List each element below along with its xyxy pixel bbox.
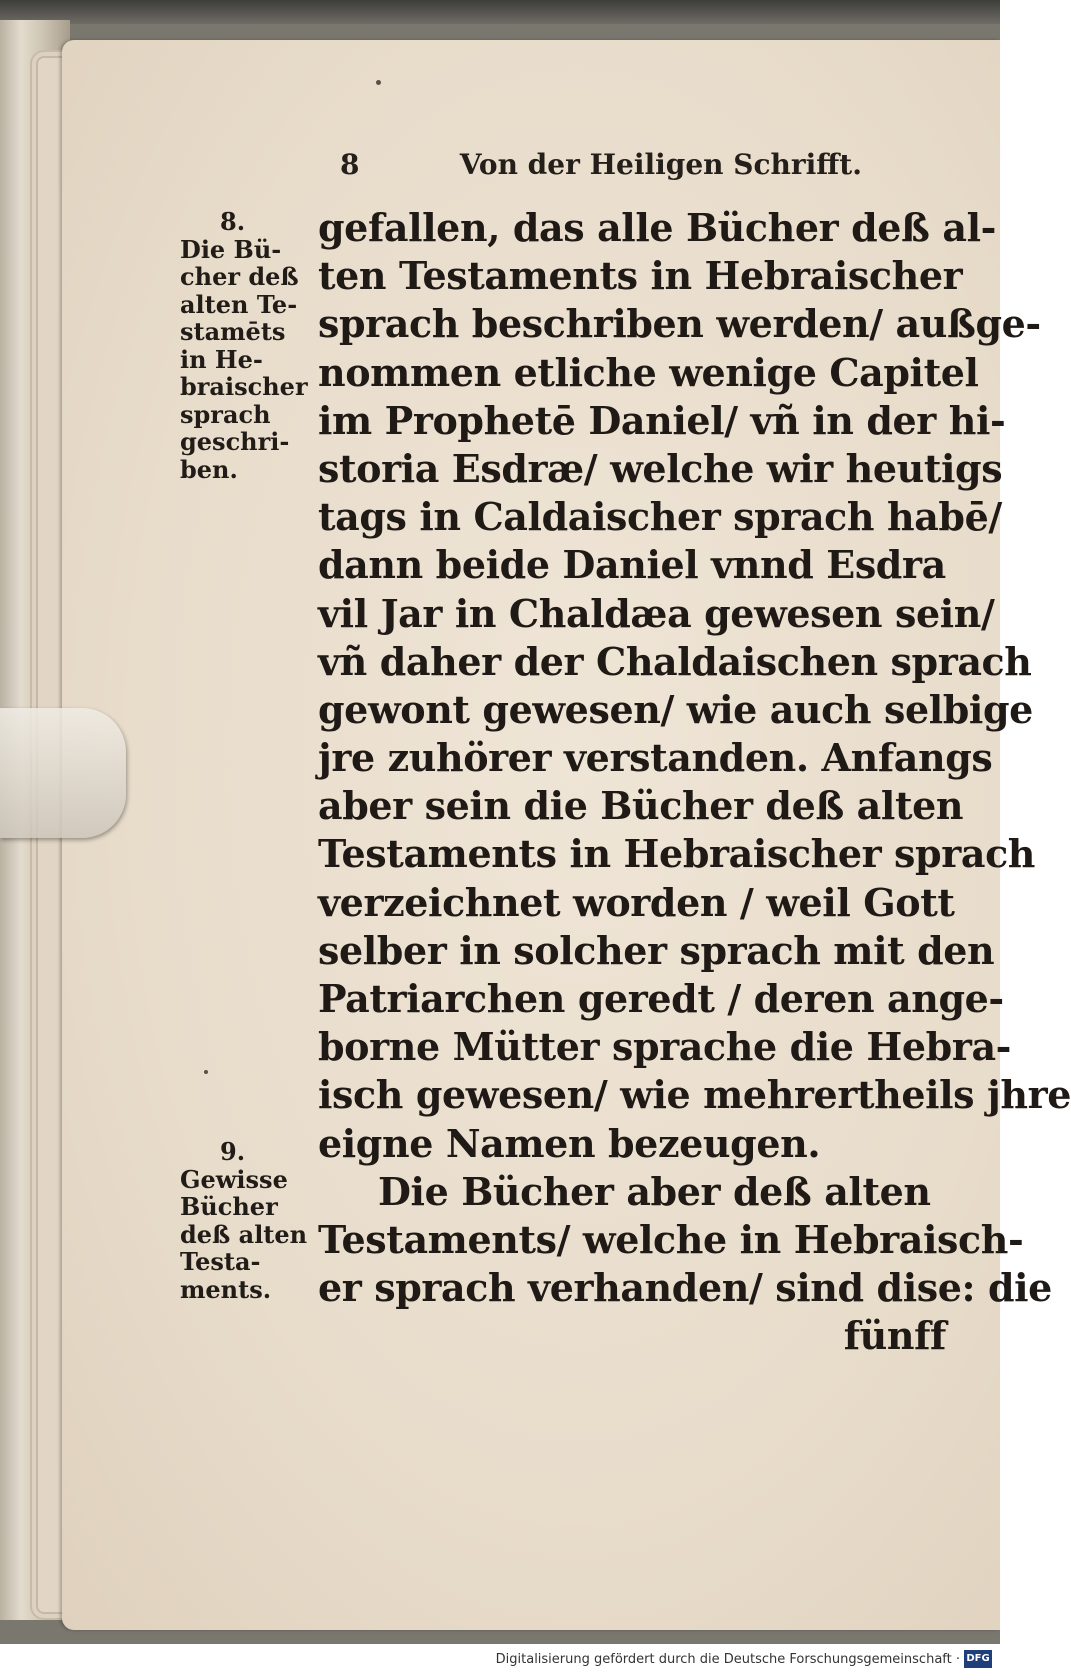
marginal-line: stamēts <box>180 317 286 346</box>
page-clip <box>0 708 126 838</box>
text-line: ten Testaments in Hebraischer <box>318 253 963 299</box>
text-line: nommen etliche wenige Capitel <box>318 349 979 395</box>
marginal-number: 9. <box>220 1137 246 1166</box>
page-number: 8 <box>340 148 360 181</box>
text-line: selber in solcher sprach mit den <box>318 927 995 973</box>
marginal-line: Bücher <box>180 1192 278 1221</box>
text-line: jre zuhörer verstanden. Anfangs <box>318 735 993 781</box>
marginal-line: Die Bü- <box>180 234 282 264</box>
text-line: vil Jar in Chaldæa gewesen sein/ <box>318 590 995 636</box>
running-head <box>340 148 880 181</box>
text-line: verzeichnet worden / weil Gott <box>318 879 955 925</box>
marginal-line: Testa- <box>180 1247 261 1276</box>
text-line: storia Esdræ/ welche wir heutigs <box>318 445 1003 491</box>
text-line: vñ daher der Chaldaischen sprach <box>318 638 1032 684</box>
marginal-note-8 <box>180 208 320 483</box>
dfg-logo: DFG <box>964 1650 992 1668</box>
text-line: eigne Namen bezeugen. <box>318 1120 821 1166</box>
catchword: fünff <box>843 1313 946 1359</box>
text-line: sprach beschriben werden/ außge- <box>318 301 1041 347</box>
running-title: Von der Heiligen Schrifft. <box>459 148 862 181</box>
text-line: gefallen, das alle Bücher deß al- <box>318 205 996 250</box>
marginal-line: cher deß <box>180 262 299 291</box>
ink-speck <box>204 1070 208 1074</box>
marginal-line: ments. <box>180 1274 272 1304</box>
ink-speck <box>376 80 381 85</box>
text-line: dann beide Daniel vnnd Esdra <box>318 542 946 588</box>
marginal-note-9 <box>180 1138 320 1303</box>
marginal-number: 8. <box>220 207 246 236</box>
text-line: Testaments in Hebraischer sprach <box>318 831 1036 877</box>
text-line: gewont gewesen/ wie auch selbige <box>318 686 1033 732</box>
text-line: isch gewesen/ wie mehrertheils jhre <box>318 1072 1071 1118</box>
text-line: tags in Caldaischer sprach habē/ <box>318 494 1002 540</box>
top-shadow <box>0 0 1000 24</box>
body-text <box>318 204 1071 1361</box>
digitization-footer <box>0 1644 1000 1680</box>
text-line: aber sein die Bücher deß alten <box>318 783 964 829</box>
marginal-line: deß alten <box>180 1219 308 1249</box>
text-line: borne Mütter sprache die Hebra- <box>318 1024 1012 1070</box>
marginal-line: in He- <box>180 344 263 374</box>
marginal-line: Gewisse <box>180 1164 288 1194</box>
marginal-line: braischer <box>180 372 308 401</box>
marginal-line: ben. <box>180 454 238 484</box>
text-line: Testaments/ welche in Hebraisch- <box>318 1216 1024 1262</box>
funding-credit: Digitalisierung gefördert durch die Deutsche Forschungsgemeinschaft · <box>495 1652 960 1667</box>
text-line: er sprach verhanden/ sind dise: die <box>318 1265 1052 1311</box>
text-line: Die Bücher aber deß alten <box>378 1168 931 1214</box>
text-line: im Prophetē Daniel/ vñ in der hi- <box>318 397 1006 443</box>
text-line: Patriarchen geredt / deren ange- <box>318 976 1004 1021</box>
marginal-line: alten Te- <box>180 289 298 319</box>
marginal-line: geschri- <box>180 427 290 456</box>
marginal-line: sprach <box>180 399 271 429</box>
